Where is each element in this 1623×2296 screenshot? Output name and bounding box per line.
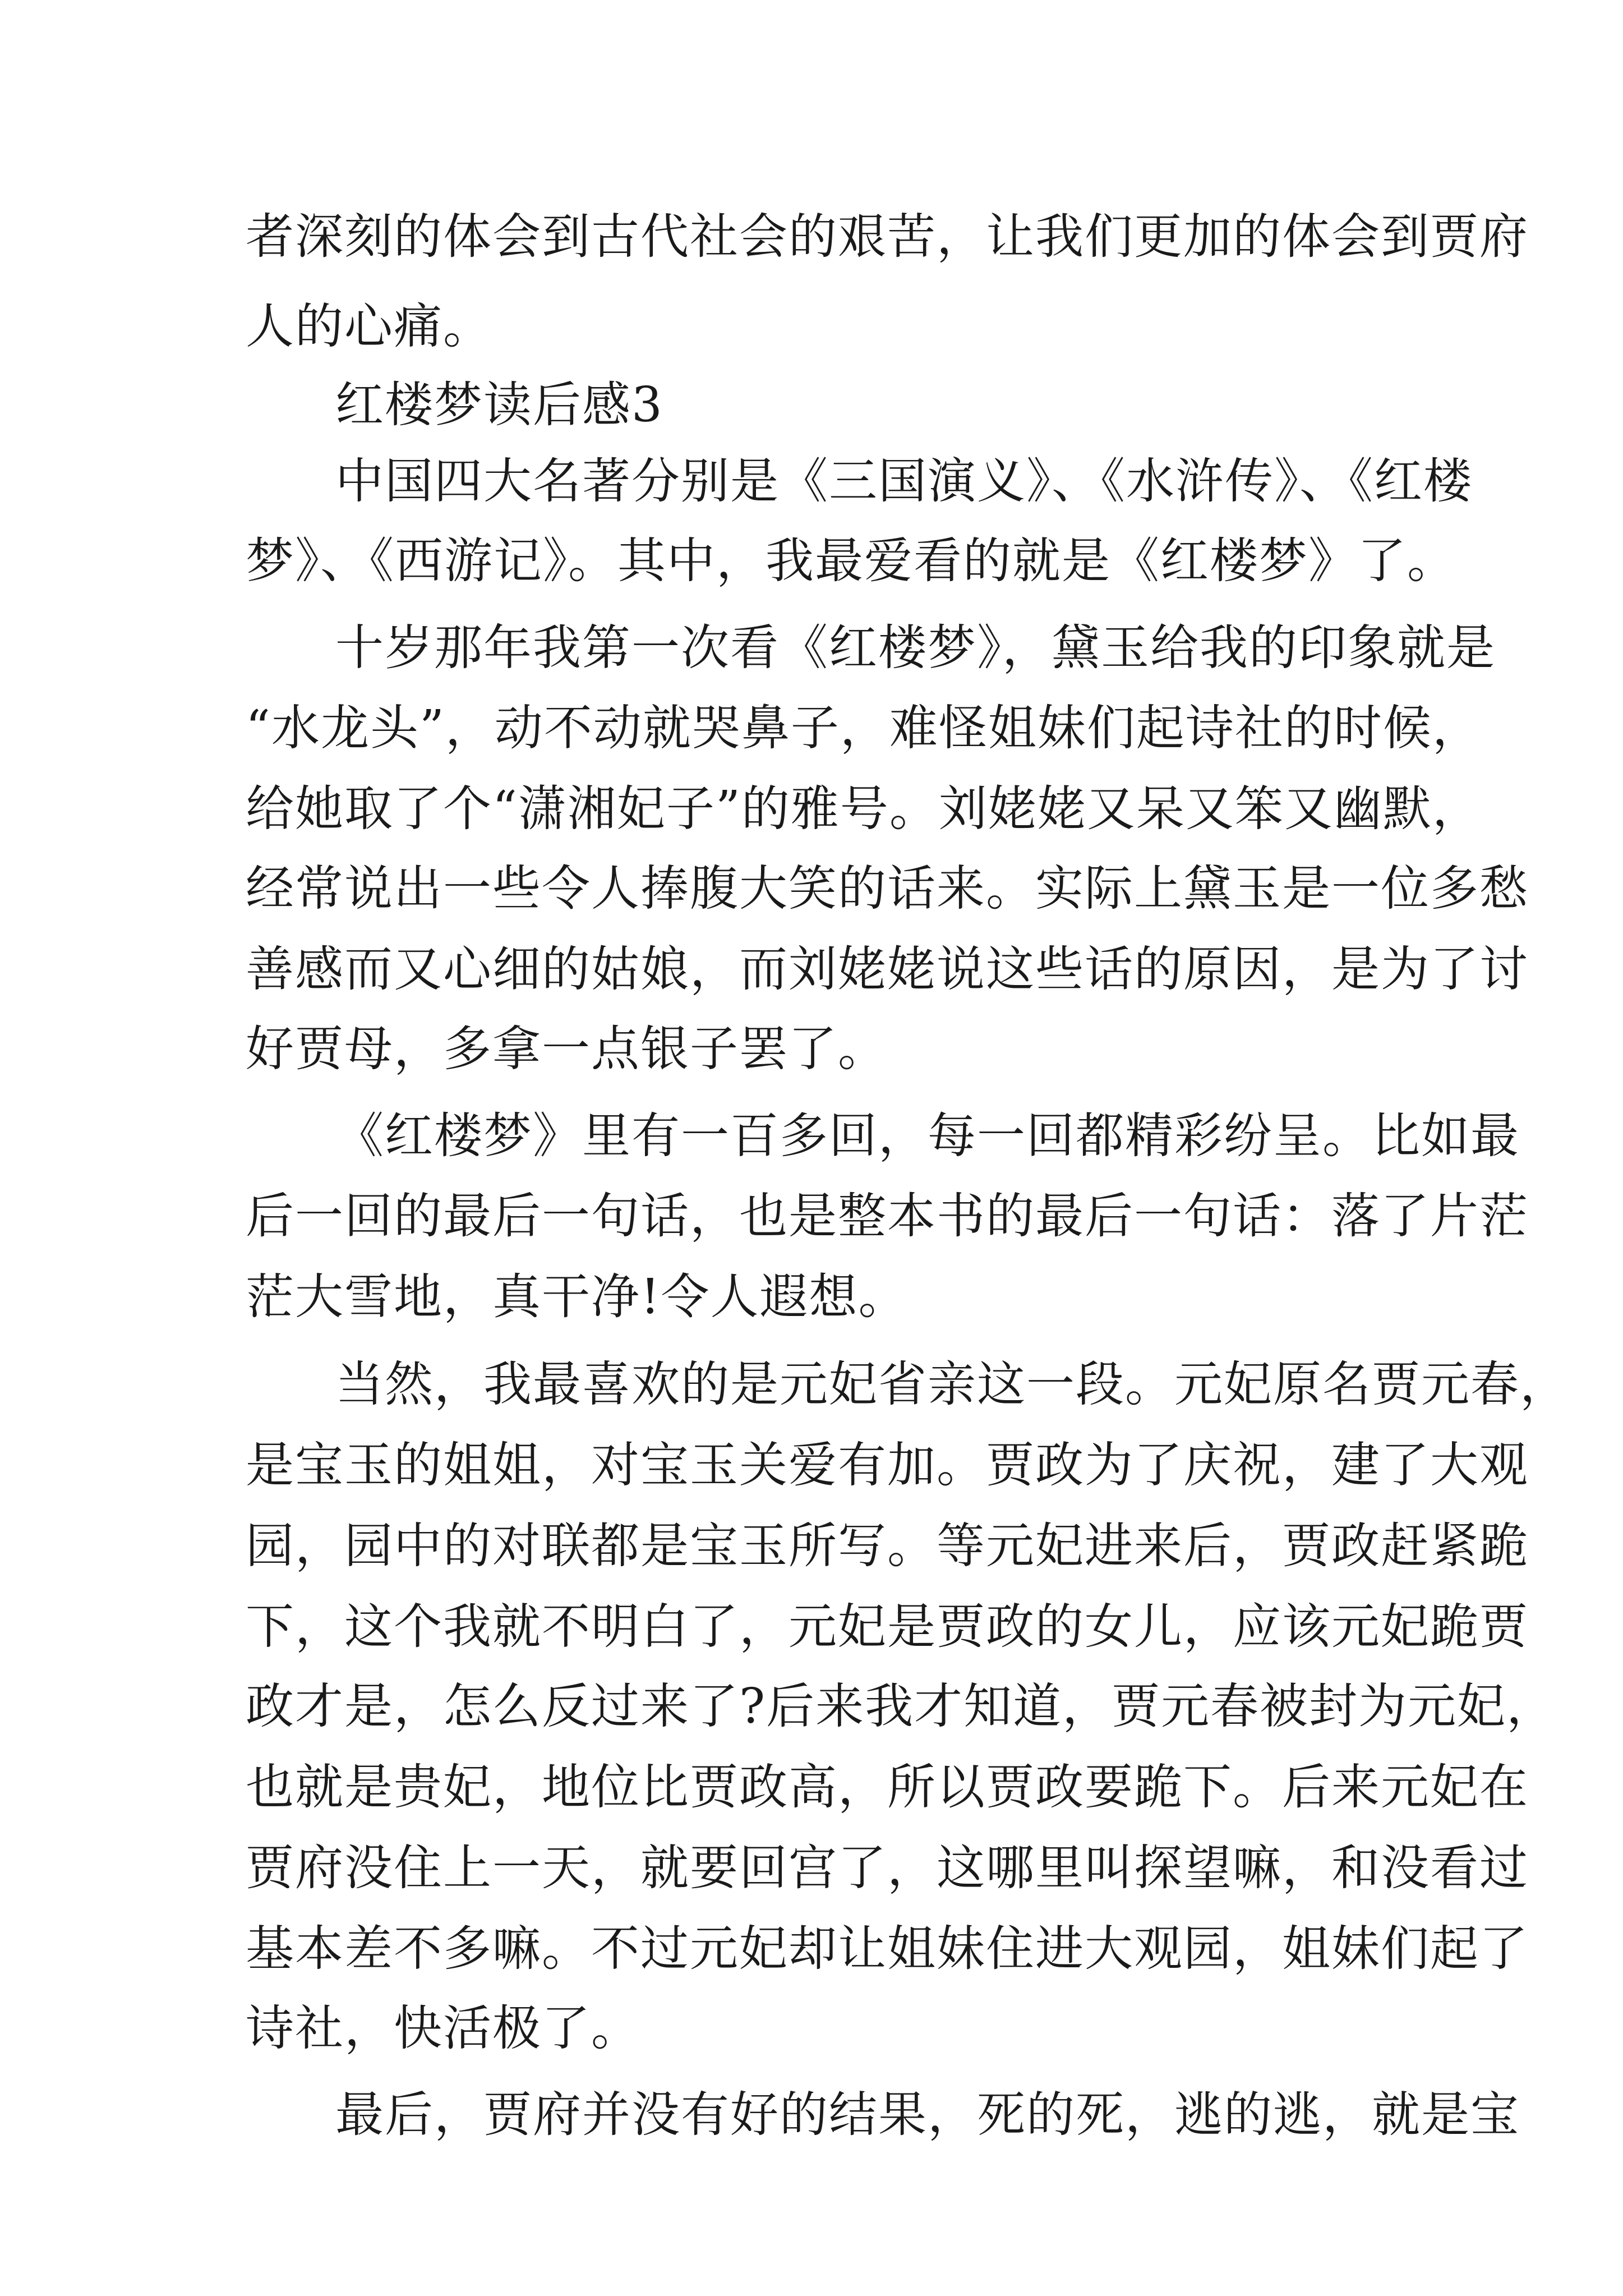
text-line: 园，园中的对联都是宝玉所写。等元妃进来后，贾政赶紧跪 — [246, 1518, 1529, 1574]
text-line: 下，这个我就不明白了，元妃是贾政的女儿，应该元妃跪贾 — [246, 1599, 1529, 1655]
text-line: 当然，我最喜欢的是元妃省亲这一段。元妃原名贾元春， — [335, 1356, 1569, 1412]
text-line: 梦》、《西游记》。其中，我最爱看的就是《红楼梦》了。 — [246, 533, 1456, 589]
text-line: 中国四大名著分别是《三国演义》、《水浒传》、《红楼 — [335, 453, 1473, 509]
text-line: 人的心痛。 — [246, 298, 492, 355]
text-line: 诗社，快活极了。 — [246, 2000, 640, 2056]
text-line: 也就是贵妃，地位比贾政高，所以贾政要跪下。后来元妃在 — [246, 1759, 1529, 1815]
text-line: 茫大雪地，真干净!令人遐想。 — [246, 1269, 908, 1325]
text-line: 贾府没住上一天，就要回宫了，这哪里叫探望嘛，和没看过 — [246, 1840, 1529, 1896]
text-line: 政才是，怎么反过来了?后来我才知道，贾元春被封为元妃， — [246, 1678, 1556, 1734]
text-line: 是宝玉的姐姐，对宝玉关爱有加。贾政为了庆祝，建了大观 — [246, 1437, 1529, 1493]
text-line: 《红楼梦》里有一百多回，每一回都精彩纷呈。比如最 — [335, 1108, 1520, 1164]
text-line: 经常说出一些令人捧腹大笑的话来。实际上黛玉是一位多愁 — [246, 861, 1529, 917]
text-line: 基本差不多嘛。不过元妃却让姐妹住进大观园，姐妹们起了 — [246, 1921, 1529, 1977]
text-line: 最后，贾府并没有好的结果，死的死，逃的逃，就是宝 — [335, 2087, 1520, 2143]
section-heading: 红楼梦读后感3 — [335, 377, 663, 433]
text-line: 好贾母，多拿一点银子罢了。 — [246, 1021, 887, 1077]
text-line: “水龙头”，动不动就哭鼻子，难怪姐妹们起诗社的时候， — [246, 700, 1482, 756]
text-line: 善感而又心细的姑娘，而刘姥姥说这些话的原因，是为了讨 — [246, 941, 1529, 997]
text-line: 十岁那年我第一次看《红楼梦》，黛玉给我的印象就是 — [335, 620, 1496, 676]
text-line: 后一回的最后一句话，也是整本书的最后一句话：落了片茫 — [246, 1188, 1529, 1244]
text-line: 者深刻的体会到古代社会的艰苦，让我们更加的体会到贾府 — [246, 209, 1529, 265]
text-line: 给她取了个“潇湘妃子”的雅号。刘姥姥又呆又笨又幽默， — [246, 781, 1482, 837]
